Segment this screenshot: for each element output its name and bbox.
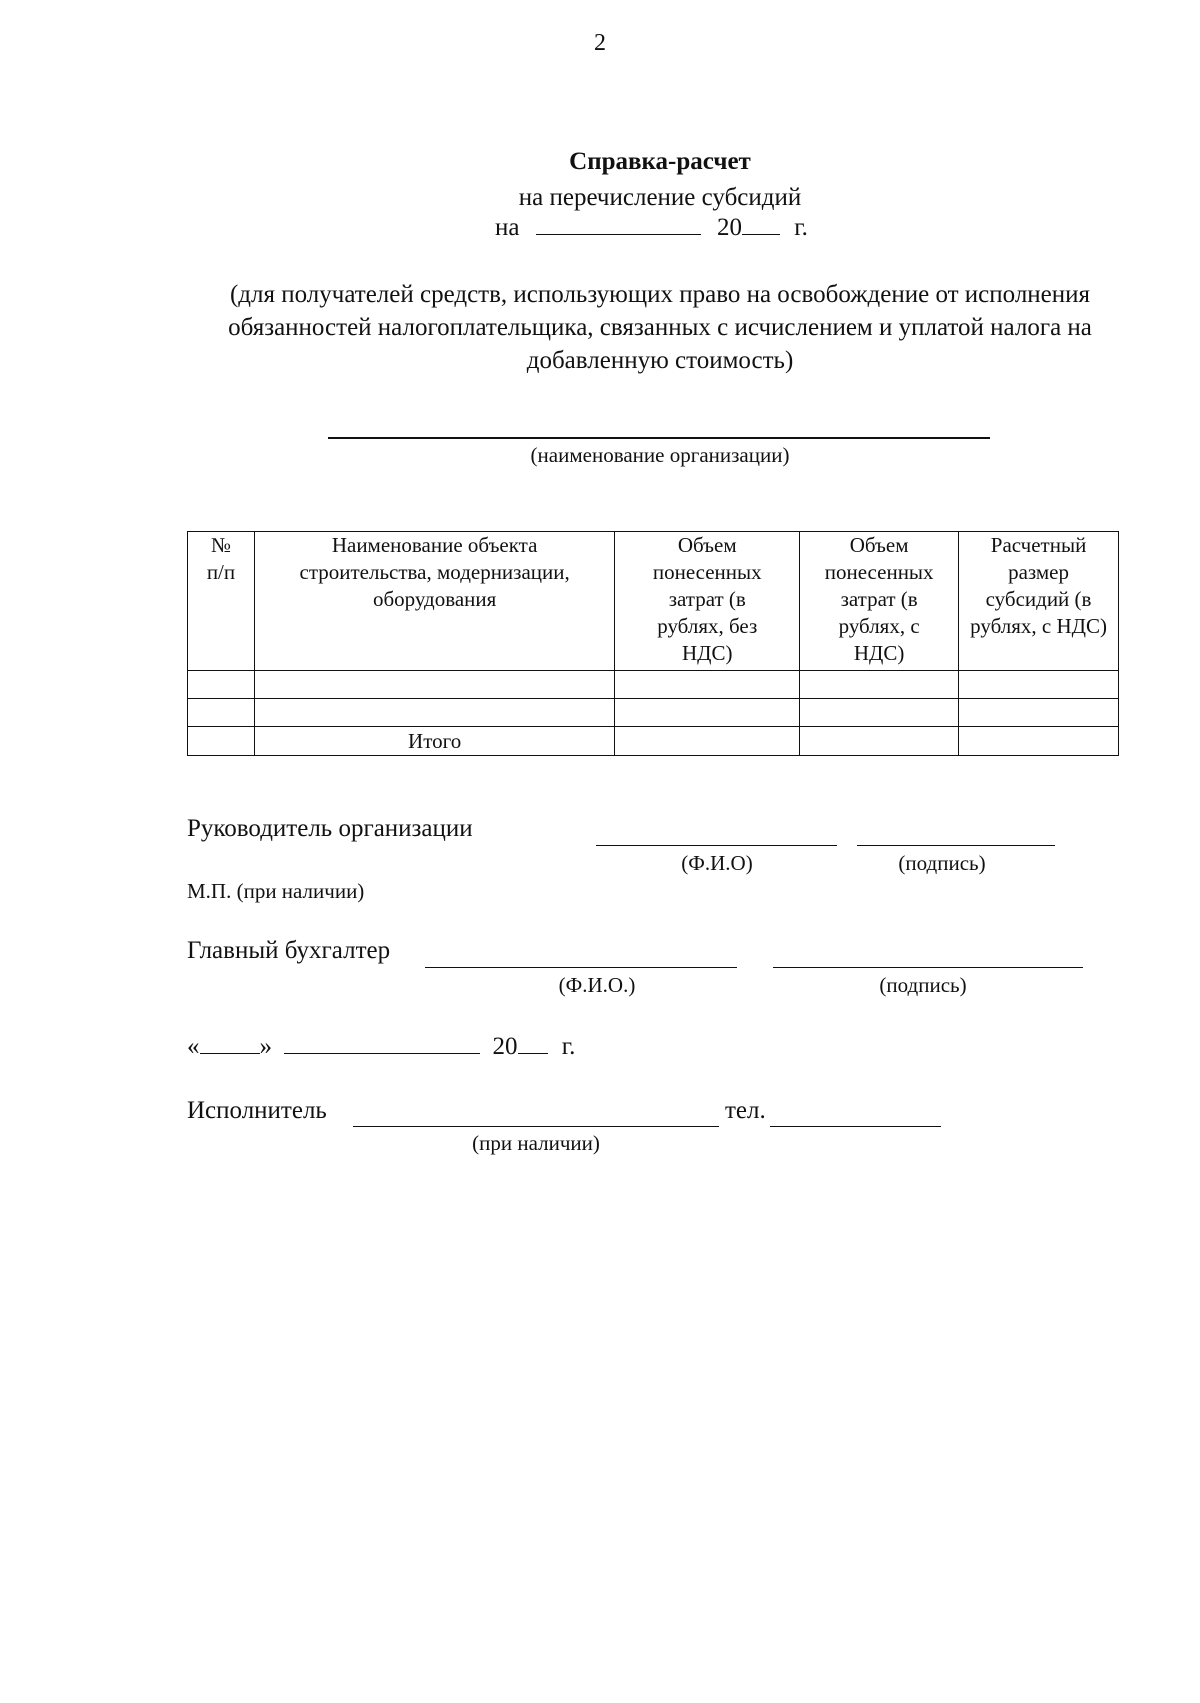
period-year-blank[interactable] — [742, 214, 780, 235]
date-open-quote: « — [187, 1033, 200, 1060]
table-row — [188, 699, 1119, 727]
table-header-row — [188, 532, 1119, 671]
phone-label: тел. — [725, 1097, 766, 1124]
header-number: № п/п — [188, 532, 255, 671]
date-month-blank[interactable] — [284, 1033, 480, 1054]
table-total-row — [188, 727, 1119, 756]
cell-empty[interactable] — [959, 671, 1119, 699]
accountant-signature-line[interactable] — [773, 967, 1083, 968]
accountant-fio-line[interactable] — [425, 967, 737, 968]
accountant-label: Главный бухгалтер — [187, 937, 391, 964]
organization-name-line[interactable] — [328, 437, 990, 439]
executor-name-line[interactable] — [353, 1126, 719, 1127]
cell-empty[interactable] — [254, 671, 614, 699]
cell-empty[interactable] — [615, 671, 800, 699]
date-year: 20 — [492, 1033, 518, 1060]
applicability-note: (для получателей средств, использующих право на освобождение от исполнения обязанностей налогоплательщика, связанных с исчислением и уплатой налога на добавленную стоимость) — [228, 281, 1092, 374]
table-row — [188, 671, 1119, 699]
cell-empty[interactable] — [959, 699, 1119, 727]
stamp-label: М.П. (при наличии) — [187, 879, 365, 903]
accountant-fio-caption: (Ф.И.О.) — [558, 973, 636, 997]
cell-empty[interactable] — [800, 727, 959, 756]
period-month-blank[interactable] — [536, 214, 701, 235]
header-subsidy-amount: Расчетный размер субсидий (в рублях, с НДС) — [959, 532, 1119, 671]
cell-empty[interactable] — [254, 699, 614, 727]
header-object-name: Наименование объекта строительства, модернизации, оборудования — [254, 532, 614, 671]
head-fio-line[interactable] — [596, 845, 837, 846]
period-line — [495, 214, 808, 242]
cell-empty[interactable] — [800, 671, 959, 699]
document-subtitle: на перечисление субсидий — [518, 184, 802, 211]
cell-empty[interactable] — [615, 727, 800, 756]
header-costs-with-vat: Объем понесенных затрат (в рублях, с НДС) — [800, 532, 959, 671]
cell-empty[interactable] — [188, 727, 255, 756]
period-prefix: на — [495, 214, 520, 241]
subsidy-table — [187, 531, 1119, 756]
head-fio-caption: (Ф.И.О) — [681, 851, 753, 875]
executor-caption: (при наличии) — [472, 1131, 600, 1155]
header-costs-without-vat: Объем понесенных затрат (в рублях, без НДС) — [615, 532, 800, 671]
period-suffix: г. — [794, 214, 808, 241]
date-close-quote: » — [259, 1033, 272, 1060]
date-year-blank[interactable] — [518, 1033, 548, 1054]
organization-caption: (наименование организации) — [530, 443, 790, 467]
period-year: 20 — [716, 214, 742, 241]
head-label: Руководитель организации — [187, 815, 473, 842]
head-signature-line[interactable] — [857, 845, 1055, 846]
cell-empty[interactable] — [959, 727, 1119, 756]
head-signature-caption: (подпись) — [898, 851, 986, 875]
date-day-blank[interactable] — [200, 1033, 260, 1054]
cell-empty[interactable] — [188, 671, 255, 699]
cell-empty[interactable] — [188, 699, 255, 727]
date-line — [187, 1033, 575, 1061]
cell-empty[interactable] — [800, 699, 959, 727]
accountant-signature-caption: (подпись) — [879, 973, 967, 997]
document-title: Справка-расчет — [569, 148, 751, 175]
date-suffix: г. — [561, 1033, 576, 1060]
executor-label: Исполнитель — [187, 1097, 327, 1124]
page-number: 2 — [594, 30, 606, 56]
phone-line[interactable] — [770, 1126, 941, 1127]
cell-empty[interactable] — [615, 699, 800, 727]
total-label: Итого — [254, 727, 614, 756]
